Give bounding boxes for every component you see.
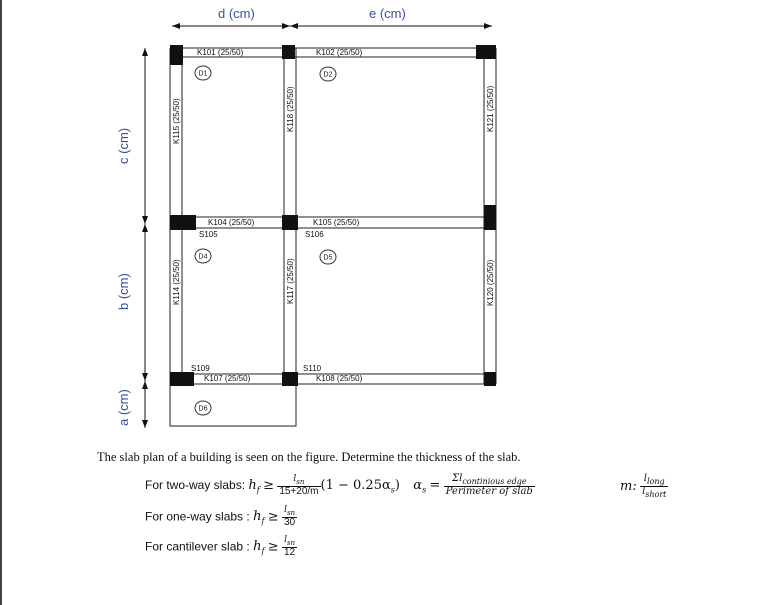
beam-label-k117: K117 (25/50) bbox=[286, 258, 295, 304]
beam-label-k107: K107 (25/50) bbox=[204, 374, 251, 383]
horizontal-beams bbox=[170, 48, 496, 384]
beam-label-k108: K108 (25/50) bbox=[316, 374, 363, 383]
left-dimension-line bbox=[142, 48, 148, 428]
beam-label-k118: K118 (25/50) bbox=[286, 86, 295, 132]
slab-code-s106: S106 bbox=[305, 230, 324, 239]
dimension-b-label: b (cm) bbox=[116, 273, 131, 310]
two-way-label: For two-way slabs: bbox=[145, 478, 246, 493]
vertical-beams bbox=[170, 48, 496, 384]
beam-label-k121: K121 (25/50) bbox=[486, 85, 495, 132]
slab-label-d5: D5 bbox=[323, 254, 333, 262]
two-way-tail: $(1 - 0.25\alpha_s)$ bbox=[320, 478, 400, 495]
beam-label-k105: K105 (25/50) bbox=[313, 218, 360, 227]
slab-label-d4: D4 bbox=[198, 253, 208, 261]
alpha-fraction: $\frac{\Sigma l_{continious edge}}{\text{Perimeter of slab}}$ bbox=[445, 473, 533, 498]
dimension-c-label: c (cm) bbox=[116, 127, 131, 164]
one-way-geq: ≥ bbox=[267, 509, 279, 525]
slab-marker-d1 bbox=[195, 66, 211, 80]
m-ratio-formula bbox=[620, 474, 668, 500]
problem-statement: The slab plan of a building is seen on the figure. Determine the thickness of the slab. bbox=[97, 450, 521, 464]
one-way-hf: $h_f$ bbox=[253, 509, 265, 527]
cantilever-geq: ≥ bbox=[267, 539, 279, 555]
dimension-d-label: d (cm) bbox=[218, 6, 255, 21]
beam-label-k115: K115 (25/50) bbox=[172, 98, 181, 144]
dimension-a-label: a (cm) bbox=[116, 389, 131, 426]
cantilever-formula bbox=[145, 536, 297, 559]
cantilever-slab-outline bbox=[170, 384, 296, 426]
two-way-fraction: $\frac{l_{sn}}{15+20/m}$ bbox=[279, 473, 319, 497]
one-way-fraction: $\frac{l_{sn}}{30}$ bbox=[284, 505, 296, 529]
slab-marker-d5 bbox=[320, 250, 336, 264]
beam-label-k120: K120 (25/50) bbox=[486, 259, 495, 306]
cantilever-label: For cantilever slab : bbox=[145, 539, 250, 554]
top-dimension-line bbox=[172, 23, 492, 29]
slab-marker-d2 bbox=[320, 67, 336, 81]
beam-label-k101: K101 (25/50) bbox=[197, 48, 244, 57]
one-way-label: For one-way slabs : bbox=[145, 509, 250, 524]
cantilever-fraction: $\frac{l_{sn}}{12}$ bbox=[284, 535, 296, 559]
slab-code-s110: S110 bbox=[303, 364, 322, 373]
columns bbox=[170, 45, 496, 386]
slab-label-d1: D1 bbox=[198, 70, 208, 78]
slab-code-s109: S109 bbox=[191, 364, 210, 373]
slab-marker-d4 bbox=[195, 249, 211, 263]
two-way-hf: $h_f$ bbox=[248, 478, 260, 495]
beam-label-k104: K104 (25/50) bbox=[208, 218, 255, 227]
m-fraction: $\frac{l_{long}}{l_{short}}$ bbox=[642, 473, 667, 500]
alpha-symbol: $\alpha_s$ bbox=[413, 478, 427, 495]
slab-label-d6: D6 bbox=[198, 405, 208, 413]
two-way-formula bbox=[145, 474, 535, 498]
slab-marker-d6 bbox=[195, 401, 211, 415]
one-way-formula bbox=[145, 506, 297, 529]
m-label: m: bbox=[620, 479, 637, 495]
cantilever-hf: $h_f$ bbox=[253, 539, 265, 557]
beam-label-k114: K114 (25/50) bbox=[172, 259, 181, 305]
slab-label-d2: D2 bbox=[323, 71, 333, 79]
slab-code-s105: S105 bbox=[199, 230, 218, 239]
beam-label-k102: K102 (25/50) bbox=[316, 48, 363, 57]
two-way-geq: ≥ bbox=[263, 478, 274, 494]
alpha-equals: = bbox=[429, 478, 441, 494]
dimension-e-label: e (cm) bbox=[369, 6, 406, 21]
